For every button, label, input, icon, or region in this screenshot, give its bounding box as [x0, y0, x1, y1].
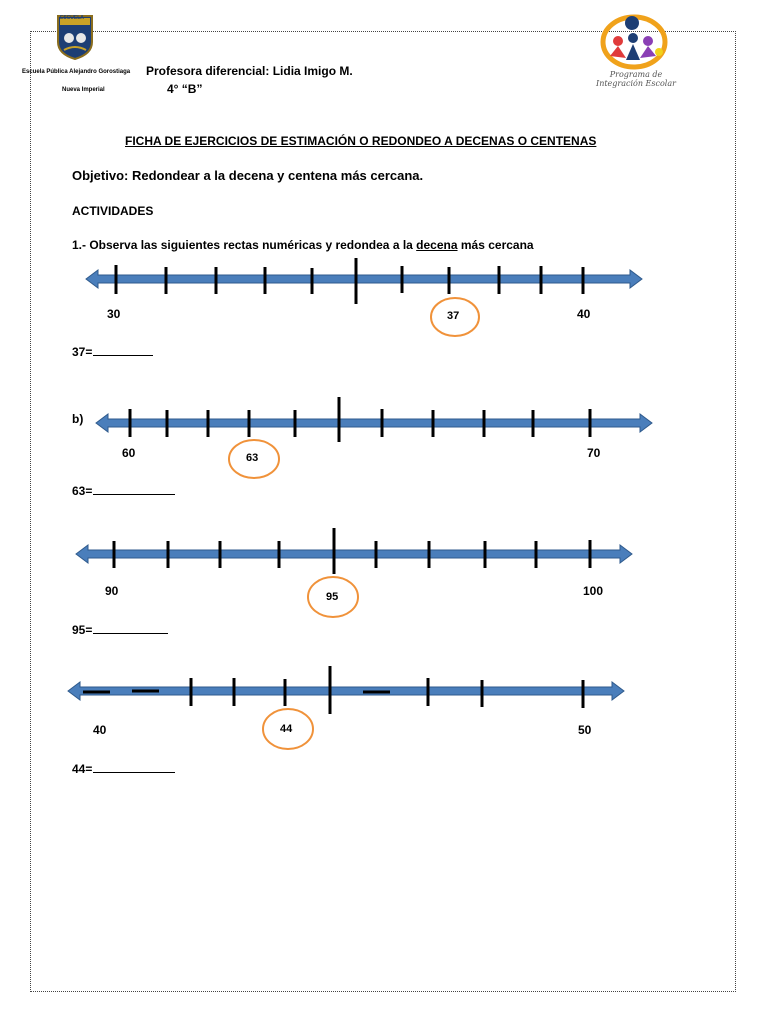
- answer-blank-3[interactable]: [93, 621, 168, 634]
- answer-blank-4[interactable]: [93, 760, 175, 773]
- line2-end-label: 70: [587, 446, 601, 460]
- answer-label-3: 95=: [72, 623, 93, 637]
- answer-blank-1[interactable]: [93, 343, 153, 356]
- answer-row-3: [72, 621, 168, 637]
- answer-row-1: [72, 343, 153, 359]
- line4-start-label: 40: [93, 723, 107, 737]
- number-line-2: [96, 397, 652, 478]
- program-logo-text: Programa de Integración Escolar: [596, 70, 676, 88]
- instruction-before: 1.- Observa las siguientes rectas numéricas y redondea a la: [72, 238, 417, 252]
- instruction-after: más cercana: [457, 238, 534, 252]
- answer-label-2: 63=: [72, 484, 93, 498]
- number-line-1: [86, 258, 642, 336]
- answer-label-1: 37=: [72, 345, 93, 359]
- instruction-underlined: decena: [416, 238, 458, 252]
- answer-blank-2[interactable]: [93, 482, 175, 495]
- answer-row-2: [72, 482, 175, 498]
- activities-heading: ACTIVIDADES: [72, 204, 154, 218]
- line2-circled-number: 63: [246, 452, 259, 464]
- objective-text: Objetivo: Redondear a la decena y centena más cercana.: [72, 168, 424, 183]
- school-name: Escuela Pública Alejandro Gorostiaga: [22, 69, 131, 75]
- school-logo-text: ESCUELA: [60, 15, 84, 21]
- line1-end-label: 40: [577, 307, 591, 321]
- line1-start-label: 30: [107, 307, 121, 321]
- line4-end-label: 50: [578, 723, 592, 737]
- exercise-b-prefix: b): [72, 412, 84, 426]
- worksheet-title: FICHA DE EJERCICIOS DE ESTIMACIÓN O REDONDEO A DECENAS O CENTENAS: [125, 134, 597, 148]
- line2-start-label: 60: [122, 446, 136, 460]
- line3-end-label: 100: [583, 584, 604, 598]
- line4-circled-number: 44: [280, 723, 293, 735]
- teacher-line: Profesora diferencial: Lidia Imigo M.: [146, 64, 353, 78]
- school-city: Nueva Imperial: [62, 87, 105, 93]
- answer-row-4: [72, 760, 175, 776]
- line3-circled-number: 95: [326, 591, 339, 603]
- course-label: 4° “B”: [167, 82, 203, 96]
- number-line-4: [68, 666, 624, 749]
- number-line-3: [76, 528, 632, 617]
- line1-circled-number: 37: [447, 310, 460, 322]
- line3-start-label: 90: [105, 584, 119, 598]
- answer-label-4: 44=: [72, 762, 93, 776]
